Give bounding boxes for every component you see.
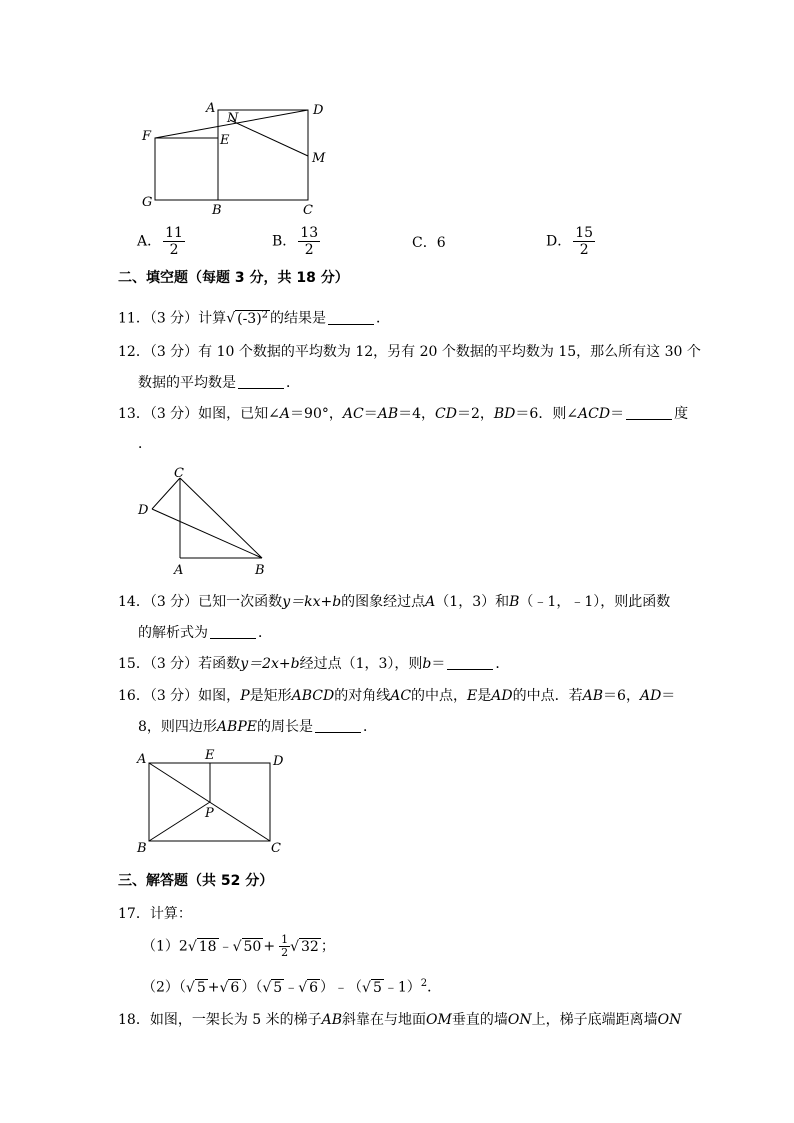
sqrt: √ 18 xyxy=(187,938,217,955)
segment-cd xyxy=(152,478,180,509)
option-d: D． $\frac{15}{2}$ xyxy=(546,225,594,258)
label-p: P xyxy=(205,806,214,821)
label-d: D xyxy=(273,754,284,769)
sqrt: √ 5 xyxy=(262,979,283,996)
question-13: 13．（3 分）如图，已知∠A＝90°，AC＝AB＝4，CD＝2，BD＝6．则∠ACD＝ 度 xyxy=(118,406,689,422)
label-c: C xyxy=(174,466,184,481)
label-d: D xyxy=(313,103,324,118)
label-b: B xyxy=(212,203,222,218)
section-3-title: 三、解答题（共 52 分） xyxy=(118,873,274,889)
sqrt: √ 5 xyxy=(185,979,206,996)
label-f: F xyxy=(142,129,152,144)
answer-blank xyxy=(210,624,256,639)
label-a: A xyxy=(174,563,184,578)
label-e: E xyxy=(220,133,230,148)
label-c: C xyxy=(303,203,313,218)
option-b: B． $\frac{13}{2}$ xyxy=(272,225,319,258)
square-bcde xyxy=(155,138,218,200)
answer-blank xyxy=(238,374,284,389)
section-2-title: 二、填空题（每题 3 分，共 18 分） xyxy=(118,270,349,286)
question-11: 11．（3 分）计算√ $(-3)^2$ 的结果是 ． xyxy=(118,305,390,329)
question-14-line1: 14．（3 分）已知一次函数y＝kx+b的图象经过点A（1，3）和B（﹣1，﹣1），则此函数 xyxy=(118,594,671,610)
sqrt: √ 32 xyxy=(290,938,319,955)
question-12-line1: 12．（3 分）有 10 个数据的平均数为 12，另有 20 个数据的平均数为 15，那么所有这 30 个 xyxy=(118,344,701,360)
question-17: 17．计算： xyxy=(118,906,192,922)
question-14-line2: 的解析式为 ． xyxy=(138,625,272,641)
answer-blank xyxy=(315,718,361,733)
question-17-part2: （2）（√ 5 +√ 6 ）（√ 5 ﹣√ 6 ）﹣（√ 5 ﹣1）$^2$． xyxy=(142,978,442,996)
label-e: E xyxy=(205,748,215,763)
fraction: $\frac{11}{2}$ xyxy=(165,225,183,258)
answer-blank xyxy=(626,405,672,420)
question-13-dot: ． xyxy=(138,436,152,452)
fraction: $\frac{15}{2}$ xyxy=(575,225,594,258)
segment-nm xyxy=(230,120,308,156)
figure-q16 xyxy=(132,746,292,858)
answer-blank xyxy=(447,655,493,670)
segment-db xyxy=(152,509,262,558)
sqrt: √ 6 xyxy=(298,979,319,996)
label-b: B xyxy=(137,841,147,856)
question-16-line2: 8，则四边形ABPE的周长是 ． xyxy=(138,719,377,735)
question-16-line1: 16．（3 分）如图，P是矩形ABCD的对角线AC的中点，E是AD的中点．若AB＝6，AD＝ xyxy=(118,688,676,704)
fraction: $\frac{1}{2}$ xyxy=(281,933,289,959)
segment-cb xyxy=(180,478,262,558)
sqrt: √ 6 xyxy=(219,979,240,996)
answer-blank xyxy=(328,310,374,325)
sqrt: √ 5 xyxy=(362,979,382,996)
figure-q13 xyxy=(132,462,282,580)
sqrt: √ 50 xyxy=(232,938,262,955)
fraction: $\frac{13}{2}$ xyxy=(300,225,319,258)
label-n: N xyxy=(227,111,239,126)
label-b: B xyxy=(255,563,265,578)
question-12-line2: 数据的平均数是 ． xyxy=(138,375,300,391)
figure-q10 xyxy=(130,98,340,220)
label-a: A xyxy=(206,101,216,116)
label-m: M xyxy=(312,151,326,166)
label-a: A xyxy=(137,752,147,767)
label-c: C xyxy=(271,841,281,856)
label-d: D xyxy=(138,503,149,518)
label-g: G xyxy=(142,195,153,210)
question-18: 18．如图，一架长为 5 米的梯子AB斜靠在与地面OM垂直的墙ON上，梯子底端距离墙ON xyxy=(118,1012,682,1028)
option-a: A． $\frac{11}{2}$ xyxy=(137,225,183,258)
question-15: 15．（3 分）若函数y＝2x+b经过点（1，3），则b＝ ． xyxy=(118,656,510,672)
option-c: C．6 xyxy=(412,235,446,251)
segment-bp xyxy=(149,802,210,841)
sqrt: √ $(-3)^2$ xyxy=(226,309,269,327)
question-17-part1: （1）2√ 18 ﹣√ 50 + $\frac{1}{2}$ √ 32 ； xyxy=(142,933,335,959)
